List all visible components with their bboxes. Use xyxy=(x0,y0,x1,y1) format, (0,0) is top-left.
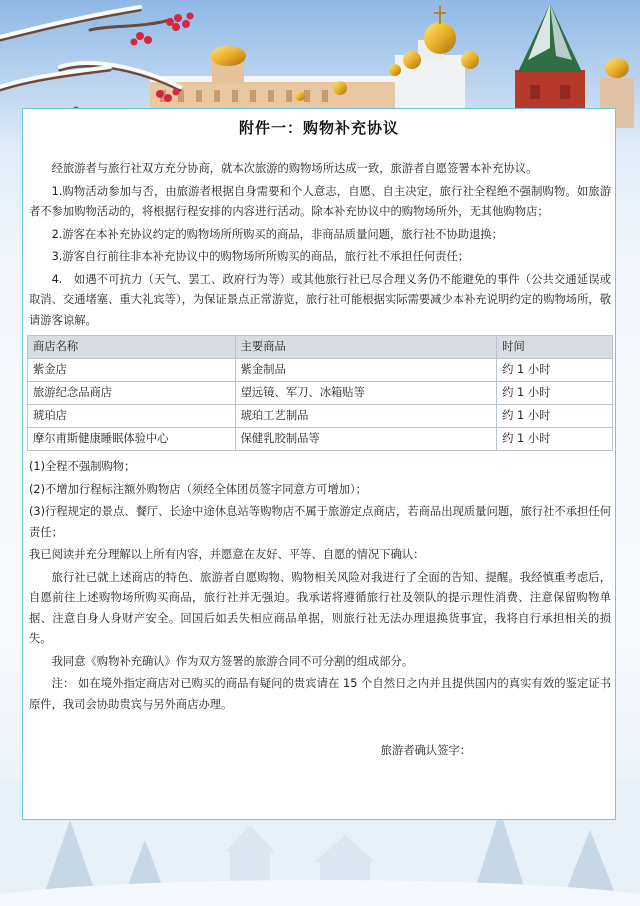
header-time: 时间 xyxy=(497,336,613,359)
clause-4: 4. 如遇不可抗力（天气、罢工、政府行为等）或其他旅行社已尽合理义务仍不能避免的事件（公共交通延误或取消、交通堵塞、重大礼宾等），为保证景点正常游览，旅行社可能根据实际需要减少本补充说明约定的购物场所，敬请游客谅解。 xyxy=(29,272,611,327)
confirm-line: 我已阅读并充分理解以上所有内容，并愿意在友好、平等、自愿的情况下确认： xyxy=(29,548,425,561)
cell-shop-name: 紫金店 xyxy=(28,359,236,382)
table-header-row xyxy=(28,336,613,359)
cell-time: 约 1 小时 xyxy=(497,382,613,405)
clause-2: 2.游客在本补充协议约定的购物场所所购买的商品，非商品质量问题，旅行社不协助退换； xyxy=(51,227,503,241)
table-row xyxy=(28,405,613,428)
page-title: 附件一：购物补充协议 xyxy=(238,119,399,137)
signature-label: 旅游者确认签字： xyxy=(380,744,471,757)
note-1: (1)全程不强制购物； xyxy=(29,460,136,473)
header-main-goods: 主要商品 xyxy=(235,336,497,359)
cell-time: 约 1 小时 xyxy=(497,428,613,451)
note-2: (2)不增加行程标注额外购物店（须经全体团员签字同意方可增加）； xyxy=(29,482,367,496)
clause-3: 3.游客自行前往非本补充协议中的购物场所所购买的商品，旅行社不承担任何责任； xyxy=(51,250,470,263)
cell-shop-name: 琥珀店 xyxy=(28,405,236,428)
agreement-content xyxy=(29,159,611,764)
cell-shop-name: 旅游纪念品商店 xyxy=(28,382,236,405)
cell-main-goods: 保健乳胶制品等 xyxy=(235,428,497,451)
agree-statement: 我同意《购物补充确认》作为双方签署的旅游合同不可分割的组成部分。 xyxy=(51,654,414,668)
cell-shop-name: 摩尔甫斯健康睡眠体验中心 xyxy=(28,428,236,451)
table-row xyxy=(28,382,613,405)
footnote: 注： 如在境外指定商店对已购买的商品有疑问的贵宾请在 15 个自然日之内并且提供国内的真实有效的鉴定证书原件，我司会协助贵宾与另外商店办理。 xyxy=(29,677,611,711)
agreement-panel xyxy=(22,108,616,820)
table-row xyxy=(28,359,613,382)
cell-main-goods: 望远镜、军刀、冰箱贴等 xyxy=(235,382,497,405)
intro-paragraph: 经旅游者与旅行社双方充分协商，就本次旅游的购物场所达成一致，旅游者自愿签署本补充协议。 xyxy=(51,162,538,175)
cell-main-goods: 琥珀工艺制品 xyxy=(235,405,497,428)
confirm-paragraph: 旅行社已就上述商店的特色、旅游者自愿购物、购物相关风险对我进行了全面的告知、提醒。我经慎重考虑后，自愿前往上述购物场所购买商品，旅行社并无强迫。我承诺将遵循旅行社及领队的提示理性消费、注意保留购物单据、注意自身人身财产安全。回国后如丢失相应商品单据，则旅行社无法办理退换货事宜，我将自行承担相关的损失。 xyxy=(29,570,611,645)
cell-time: 约 1 小时 xyxy=(497,405,613,428)
table-row xyxy=(28,428,613,451)
clause-1: 1.购物活动参加与否，由旅游者根据自身需要和个人意志，自愿、自主决定，旅行社全程绝不强制购物。如旅游者不参加购物活动的，将根据行程安排的内容进行活动。除本补充协议中的购物场所外，无其他购物店； xyxy=(29,184,611,218)
note-3: (3)行程规定的景点、餐厅、长途中途休息站等购物店不属于旅游定点商店，若商品出现质量问题，旅行社不承担任何责任； xyxy=(29,505,611,539)
cell-main-goods: 紫金制品 xyxy=(235,359,497,382)
shop-table xyxy=(27,335,613,451)
cell-time: 约 1 小时 xyxy=(497,359,613,382)
header-shop-name: 商店名称 xyxy=(28,336,236,359)
